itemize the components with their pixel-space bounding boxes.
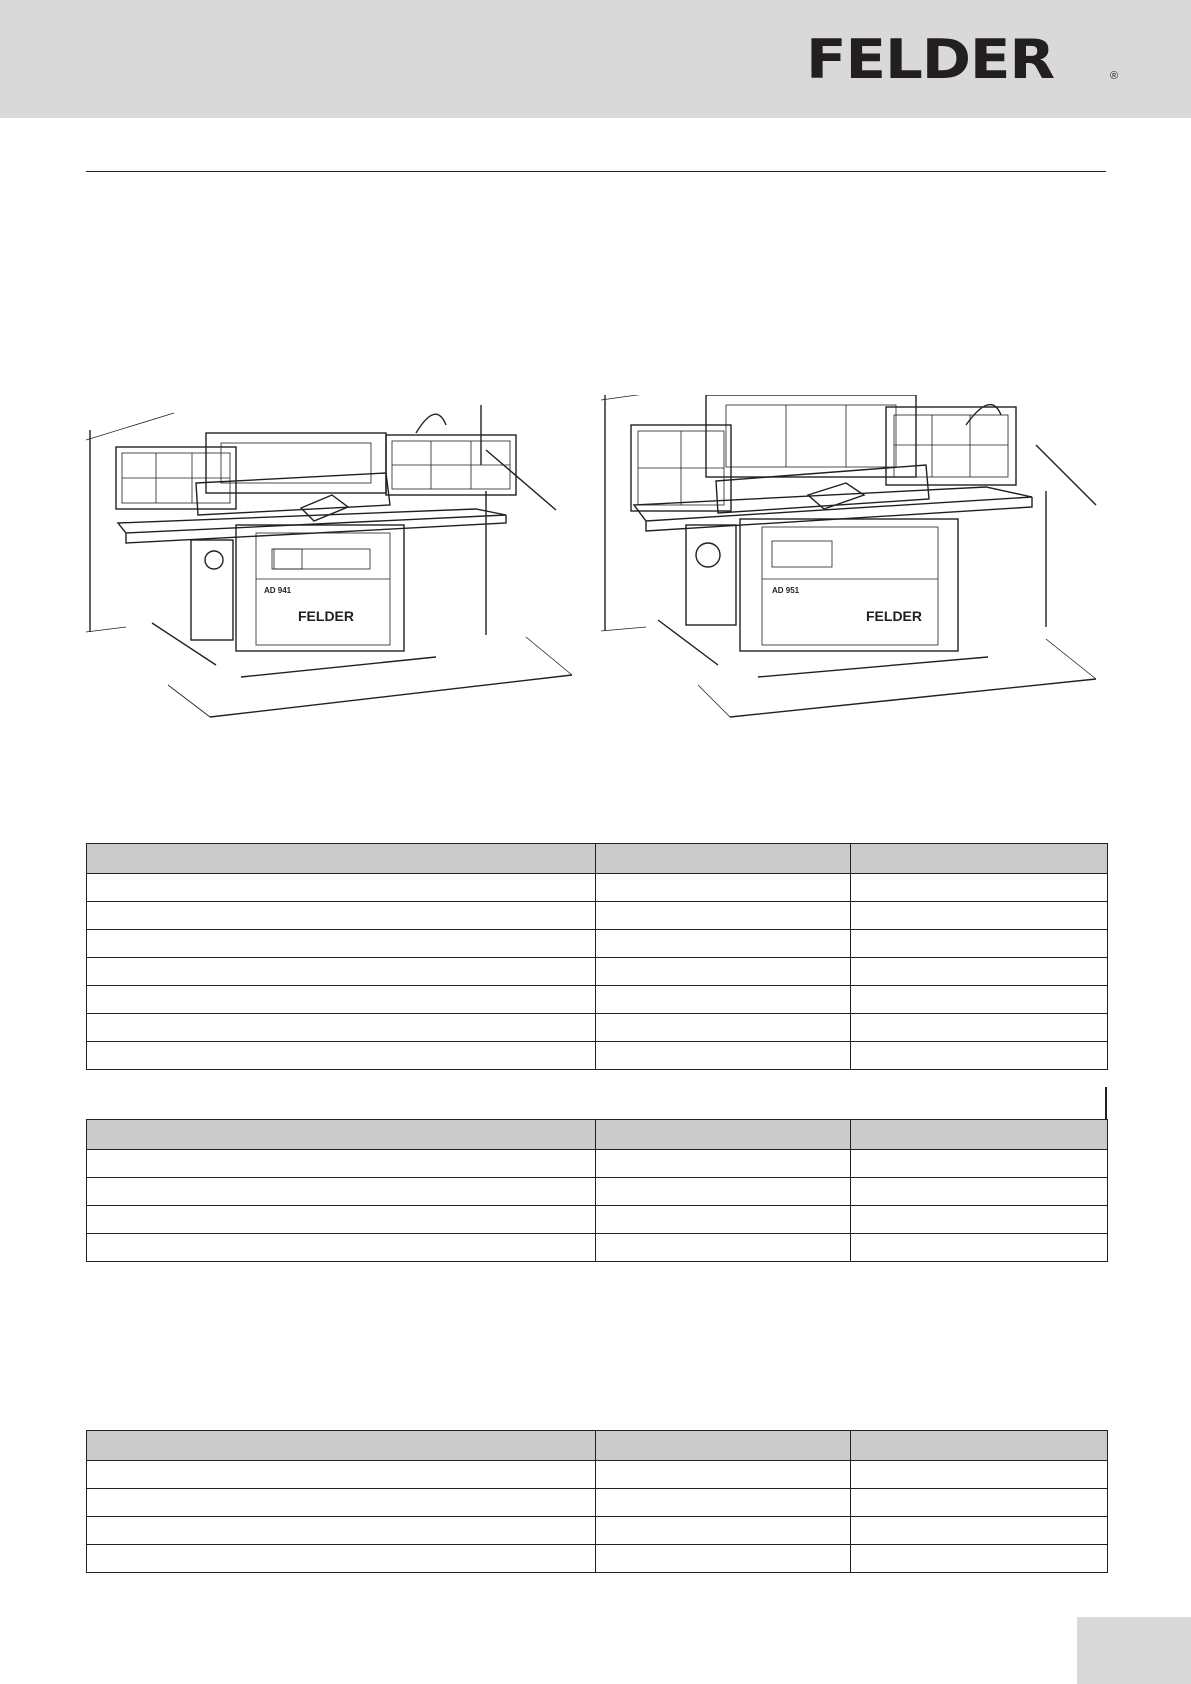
table-cell — [87, 1489, 596, 1517]
table-cell — [851, 986, 1108, 1014]
table-row — [87, 874, 1108, 902]
header-rule — [86, 171, 1106, 172]
table-row — [87, 1489, 1108, 1517]
table-cell — [87, 1120, 596, 1150]
table-header-row — [87, 1431, 1108, 1461]
table-row — [87, 1517, 1108, 1545]
table-row — [87, 1206, 1108, 1234]
table-cell — [87, 1545, 596, 1573]
page-header — [0, 0, 1191, 118]
felder-logo — [806, 30, 1123, 90]
table-row — [87, 902, 1108, 930]
table-row — [87, 986, 1108, 1014]
table-header-row — [87, 1120, 1108, 1150]
table-cell — [87, 1042, 596, 1070]
table-cell — [851, 1150, 1108, 1178]
table-cell — [87, 1234, 596, 1262]
table-cell — [87, 902, 596, 930]
table-row — [87, 958, 1108, 986]
table-row — [87, 930, 1108, 958]
table-cell — [87, 1431, 596, 1461]
table-cell — [851, 930, 1108, 958]
table-cell — [596, 958, 851, 986]
table-cell — [87, 874, 596, 902]
table-header-row — [87, 844, 1108, 874]
table-row — [87, 1014, 1108, 1042]
right-machine-badge: AD 951 — [772, 586, 800, 595]
left-machine-drawing — [86, 405, 572, 717]
table-cell — [596, 1489, 851, 1517]
table-row — [87, 1150, 1108, 1178]
table-row — [87, 1461, 1108, 1489]
table-cell — [851, 1234, 1108, 1262]
table-cell — [851, 902, 1108, 930]
table-cell — [851, 1042, 1108, 1070]
table-cell — [596, 1517, 851, 1545]
table-cell — [851, 1431, 1108, 1461]
table-connector-line — [1105, 1087, 1107, 1119]
logo-wordmark: FELDER — [806, 28, 1055, 91]
table-cell — [87, 1206, 596, 1234]
table-cell — [596, 1150, 851, 1178]
table-cell — [596, 1431, 851, 1461]
table-cell — [851, 1014, 1108, 1042]
spec-table-2 — [86, 1119, 1108, 1262]
table-row — [87, 1042, 1108, 1070]
table-cell — [87, 1150, 596, 1178]
table-cell — [851, 874, 1108, 902]
table-row — [87, 1234, 1108, 1262]
table-cell — [851, 1120, 1108, 1150]
machine-dimension-drawings — [86, 395, 1126, 785]
table-cell — [596, 1042, 851, 1070]
spec-table-3 — [86, 1430, 1108, 1573]
table-cell — [851, 844, 1108, 874]
table-cell — [596, 1178, 851, 1206]
table-cell — [87, 1014, 596, 1042]
table-cell — [596, 874, 851, 902]
table-cell — [851, 958, 1108, 986]
table-cell — [596, 1120, 851, 1150]
table-cell — [596, 1461, 851, 1489]
table-cell — [87, 1178, 596, 1206]
table-cell — [596, 1545, 851, 1573]
table-cell — [596, 1206, 851, 1234]
table-cell — [851, 1489, 1108, 1517]
table-cell — [596, 1234, 851, 1262]
table-cell — [851, 1517, 1108, 1545]
table-cell — [596, 930, 851, 958]
table-cell — [87, 958, 596, 986]
registered-mark: ® — [1110, 70, 1119, 82]
table-cell — [596, 1014, 851, 1042]
table-row — [87, 1178, 1108, 1206]
table-cell — [87, 1517, 596, 1545]
table-cell — [87, 930, 596, 958]
page-corner-tab — [1077, 1617, 1191, 1684]
table-cell — [851, 1206, 1108, 1234]
left-machine-logo: FELDER — [298, 608, 354, 624]
table-cell — [851, 1178, 1108, 1206]
table-cell — [87, 844, 596, 874]
table-cell — [596, 986, 851, 1014]
table-cell — [596, 902, 851, 930]
table-cell — [851, 1461, 1108, 1489]
left-machine-badge: AD 941 — [264, 586, 292, 595]
right-machine-drawing — [601, 395, 1096, 717]
table-cell — [87, 1461, 596, 1489]
table-cell — [596, 844, 851, 874]
table-cell — [851, 1545, 1108, 1573]
right-machine-logo: FELDER — [866, 608, 922, 624]
spec-table-1 — [86, 843, 1108, 1070]
table-row — [87, 1545, 1108, 1573]
table-cell — [87, 986, 596, 1014]
